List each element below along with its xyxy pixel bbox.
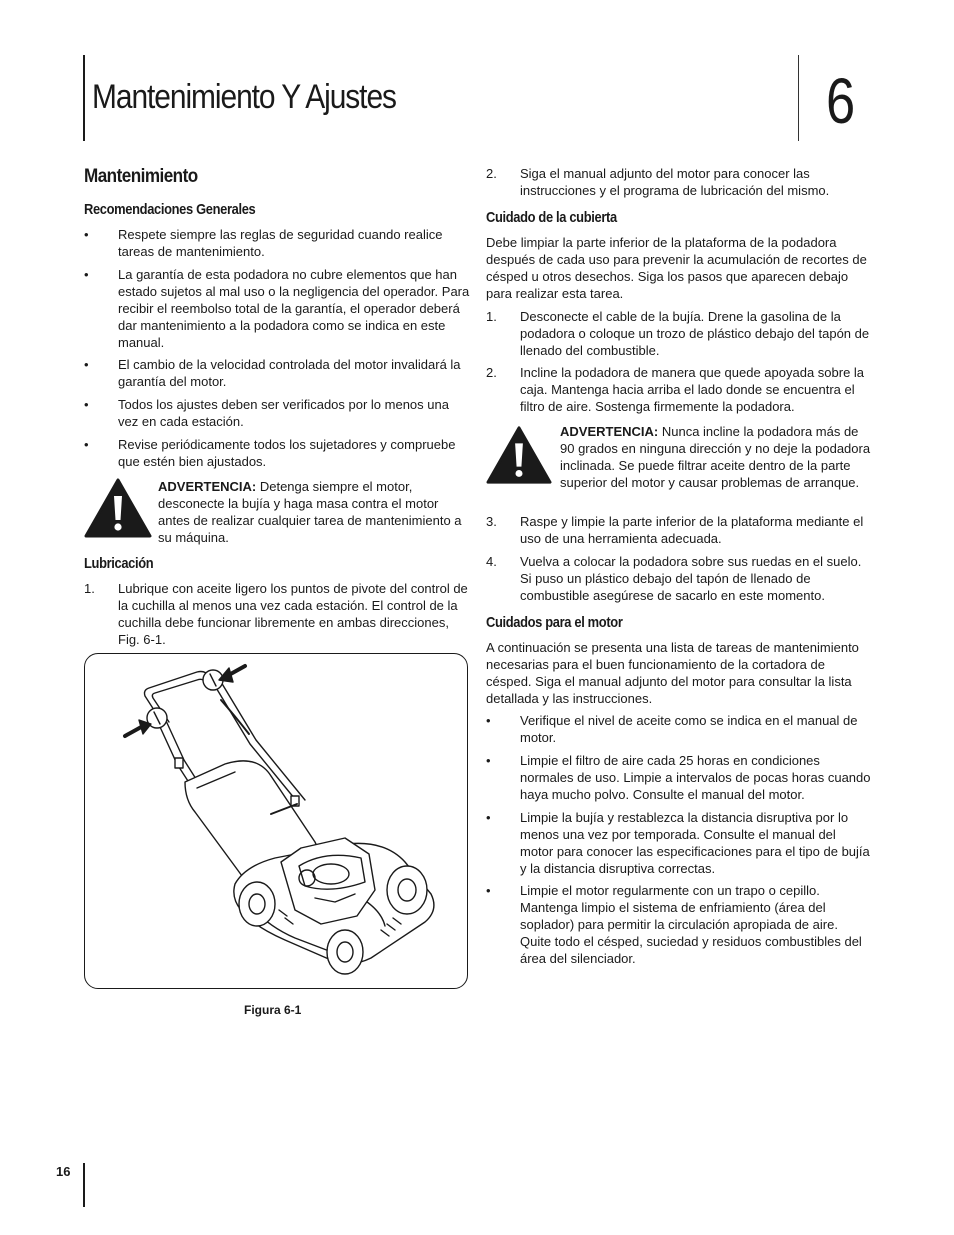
title-rule: [83, 55, 85, 141]
footer-rule: [83, 1163, 85, 1207]
bullet-text: Limpie el motor regularmente con un trapo o cepillo. Mantenga limpio el sistema de enfriamiento (área del soplador) para permitir la circulación apropiada de aire. Quite todo el césped, suciedad y residuos combustibles del área del silenciador.: [520, 883, 862, 966]
warning-body: Detenga siempre el motor, desconecte la bujía y haga masa contra el motor antes de realizar cualquier tarea de mantenimiento a su máquina.: [158, 479, 462, 545]
section-title: Mantenimiento: [84, 166, 198, 187]
page-title: Mantenimiento Y Ajustes: [92, 78, 396, 116]
bullet-text: El cambio de la velocidad controlada del motor invalidará la garantía del motor.: [118, 357, 461, 389]
warning-block: [84, 478, 470, 548]
warning-icon: [84, 478, 152, 538]
bullet-text: Todos los ajustes deben ser verificados por lo menos una vez en cada estación.: [118, 397, 449, 429]
step-text: Incline la podadora de manera que quede apoyada sobre la caja. Mantenga hacia arriba el lado donde se encuentra el filtro de aire. Sostenga firmemente la podadora.: [520, 365, 865, 414]
chapter-number: 6: [826, 65, 856, 137]
engine-heading: Cuidados para el motor: [486, 614, 623, 631]
step-text: Siga el manual adjunto del motor para conocer las instrucciones y el programa de lubricación del mismo.: [520, 166, 830, 198]
step-number: 4.: [486, 554, 497, 569]
bullet-text: Revise periódicamente todos los sujetadores y compruebe que estén bien ajustados.: [118, 437, 456, 469]
bullet-mark: •: [486, 713, 491, 728]
bullet-mark: •: [84, 437, 89, 452]
bullet-mark: •: [84, 267, 89, 282]
step-number: 1.: [486, 309, 497, 324]
bullet-text: Limpie el filtro de aire cada 25 horas en condiciones normales de uso. Limpie a intervalos de pocas horas cuando haya mucho polvo. Consulte el manual del motor.: [520, 753, 871, 802]
general-heading: Recomendaciones Generales: [84, 201, 256, 218]
bullet-text: La garantía de esta podadora no cubre elementos que han estado sujetos al mal uso o la negligencia del operador. Para recibir el reembolso total de la garantía, el operador deberá dar mantenimiento a la podadora como se indica en este manual.: [118, 267, 470, 350]
bullet-mark: •: [84, 357, 89, 372]
bullet-mark: •: [486, 883, 491, 898]
step-text: Desconecte el cable de la bujía. Drene la gasolina de la podadora o coloque un trozo de plástico debajo del tapón de llenado del combustible.: [520, 309, 870, 358]
bullet-mark: •: [84, 397, 89, 412]
lawn-mower-illustration: [85, 654, 469, 990]
chapter-rule: [798, 55, 799, 141]
warning-block: [486, 423, 872, 509]
step-number: 2.: [486, 166, 497, 181]
bullet-mark: •: [486, 810, 491, 825]
engine-intro: A continuación se presenta una lista de tareas de mantenimiento necesarias para el buen funcionamiento de la cortadora de césped. Siga el manual adjunto del motor para consultar la lista detallada y las instrucciones.: [486, 640, 859, 706]
warning-icon: [486, 425, 552, 485]
lubrication-heading: Lubricación: [84, 555, 154, 572]
bullet-text: Verifique el nivel de aceite como se indica en el manual de motor.: [520, 713, 858, 745]
figure-caption: Figura 6-1: [244, 1003, 302, 1017]
warning-text: [158, 478, 470, 546]
warning-body: Nunca incline la podadora más de 90 grados en ninguna dirección y no deje la podadora inclinada. Se puede filtrar aceite dentro de la parte superior del motor y causar problemas de arranque.: [560, 424, 871, 490]
step-text: Raspe y limpie la parte inferior de la plataforma mediante el uso de una herramienta adecuada.: [520, 514, 864, 546]
bullet-mark: •: [486, 753, 491, 768]
page-number: 16: [56, 1164, 71, 1179]
deck-heading: Cuidado de la cubierta: [486, 209, 617, 226]
warning-label: ADVERTENCIA:: [560, 424, 659, 439]
step-text: Vuelva a colocar la podadora sobre sus ruedas en el suelo. Si puso un plástico debajo del tapón de llenado de combustible asegúrese de sacarlo en este momento.: [520, 554, 862, 603]
step-text: Lubrique con aceite ligero los puntos de pivote del control de la cuchilla al menos una vez cada estación. El control de la cuchilla debe funcionar libremente en ambas direcciones, Fig. 6-1.: [118, 581, 468, 647]
step-number: 3.: [486, 514, 497, 529]
bullet-mark: •: [84, 227, 89, 242]
step-number: 2.: [486, 365, 497, 380]
step-number: 1.: [84, 581, 95, 596]
deck-intro: Debe limpiar la parte inferior de la plataforma de la podadora después de cada uso para prevenir la acumulación de recortes de césped u otros desechos. Siga los pasos que aparecen debajo para realizar esta tarea.: [486, 235, 867, 301]
warning-label: ADVERTENCIA:: [158, 479, 257, 494]
bullet-text: Respete siempre las reglas de seguridad cuando realice tareas de mantenimiento.: [118, 227, 443, 259]
bullet-text: Limpie la bujía y restablezca la distancia disruptiva por lo menos una vez por temporada. Consulte el manual del motor para conocer las especificaciones para el tipo de bujía y la distancia disruptiva correctas.: [520, 810, 870, 876]
warning-text: [560, 423, 872, 491]
figure-frame: [84, 653, 468, 989]
